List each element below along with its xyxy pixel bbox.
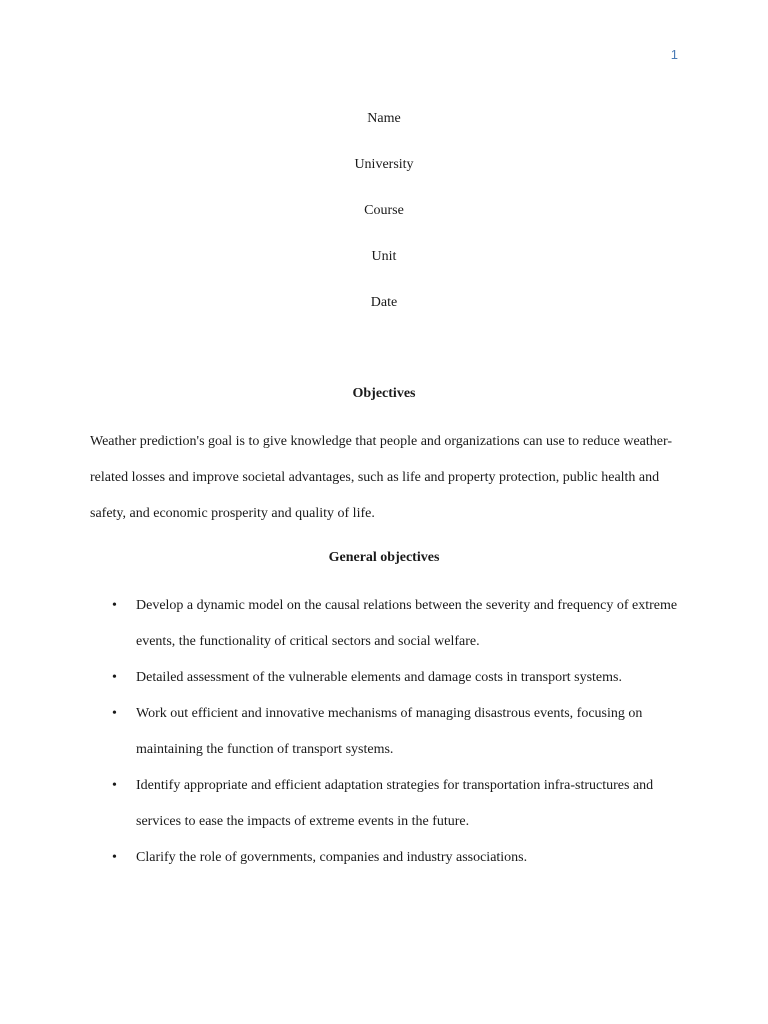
student-name: Name [367,111,401,126]
unit-name: Unit [371,249,397,264]
bullet-icon: • [112,598,117,613]
page-number: 1 [670,47,678,62]
bullet-icon: • [112,778,117,793]
list-item [90,660,680,696]
list-item-text: Detailed assessment of the vulnerable elements and damage costs in transport systems. [136,670,622,685]
bullet-icon: • [112,850,117,865]
list-item-text: Develop a dynamic model on the causal relations between the severity and frequency of extreme events, the functionality of critical sectors and social welfare. [136,598,678,649]
university-name: University [354,157,414,172]
list-item-text: Work out efficient and innovative mechanisms of managing disastrous events, focusing on maintaining the function of transport systems. [136,706,643,757]
title-block [0,109,768,339]
course-name: Course [364,203,404,218]
list-item [90,696,680,768]
list-item [90,768,680,840]
general-objectives-list [90,588,680,876]
bullet-icon: • [112,706,117,721]
list-item-text: Identify appropriate and efficient adaptation strategies for transportation infra-structures and services to ease the impacts of extreme events in the future. [136,778,654,829]
list-item [90,588,680,660]
list-item-text: Clarify the role of governments, companies and industry associations. [136,850,528,865]
objectives-paragraph: Weather prediction's goal is to give knowledge that people and organizations can use to reduce weather-related losses and improve societal advantages, such as life and property protection, public health and safety, and economic prosperity and quality of life. [90,434,673,521]
bullet-icon: • [112,670,117,685]
general-objectives-heading: General objectives [328,550,440,565]
list-item [90,840,680,876]
objectives-heading: Objectives [352,386,416,401]
date: Date [370,295,398,310]
